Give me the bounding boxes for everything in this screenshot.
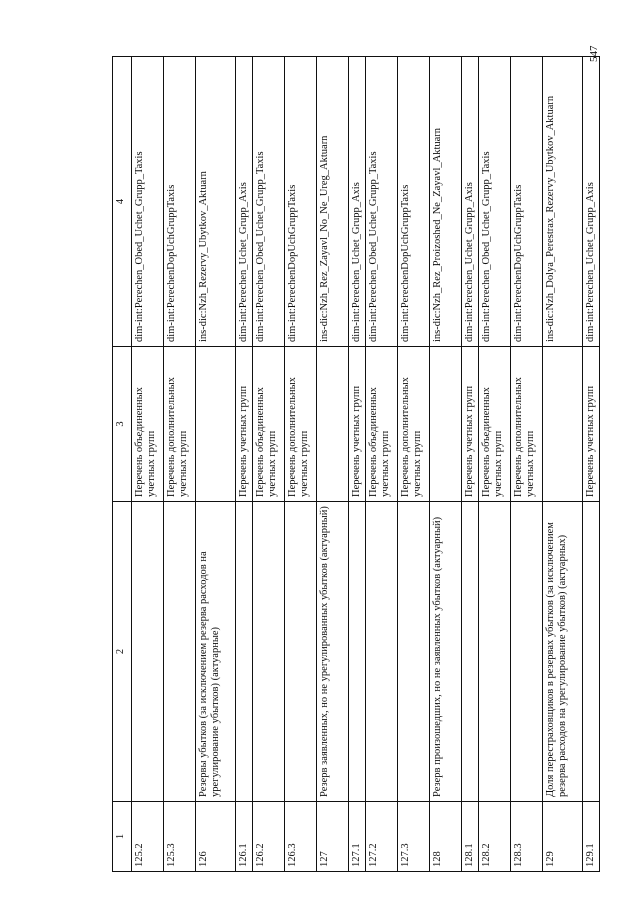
table-cell-col4: dim-int:PerechenDopUchGruppTaxis — [285, 57, 317, 347]
table-row — [398, 57, 430, 872]
table-row — [164, 57, 196, 872]
table-cell-col2 — [511, 502, 543, 802]
table-row — [236, 57, 253, 872]
table-cell-col2 — [253, 502, 285, 802]
table-cell-col1: 129 — [543, 802, 583, 872]
table-row — [285, 57, 317, 872]
table-cell-col1: 126.3 — [285, 802, 317, 872]
table-cell-col4: dim-int:PerechenDopUchGruppTaxis — [398, 57, 430, 347]
table-cell-col1: 128.2 — [479, 802, 511, 872]
data-table — [112, 56, 600, 872]
table-cell-col2 — [479, 502, 511, 802]
table-row — [479, 57, 511, 872]
table-cell-col4: ins-dic:Nzh_Dolya_Perestrax_Rezervy_Ubytkov_Aktuarn — [543, 57, 583, 347]
table-cell-col4: dim-int:Perechen_Uchet_Grupp_Axis — [349, 57, 366, 347]
table-row — [349, 57, 366, 872]
table-cell-col3: Перечень учетных групп — [236, 347, 253, 502]
table-cell-col1: 125.3 — [164, 802, 196, 872]
table-cell-col2 — [132, 502, 164, 802]
table-cell-col3: Перечень объединенных учетных групп — [366, 347, 398, 502]
table-cell-col1: 127.1 — [349, 802, 366, 872]
table-cell-col1: 128.1 — [462, 802, 479, 872]
column-header-4: 4 — [113, 57, 132, 347]
table-row — [196, 57, 236, 872]
column-header-2: 2 — [113, 502, 132, 802]
table-cell-col3: Перечень учетных групп — [349, 347, 366, 502]
table-cell-col3: Перечень объединенных учетных групп — [132, 347, 164, 502]
table-cell-col2 — [349, 502, 366, 802]
table-cell-col3 — [317, 347, 349, 502]
table-cell-col1: 127.2 — [366, 802, 398, 872]
table-cell-col2: Резерв заявленных, но не урегулированных убытков (актуарный) — [317, 502, 349, 802]
table-cell-col1: 128 — [430, 802, 462, 872]
table-cell-col2 — [398, 502, 430, 802]
table-cell-col1: 126 — [196, 802, 236, 872]
table-cell-col4: dim-int:PerechenDopUchGruppTaxis — [164, 57, 196, 347]
table-cell-col1: 127 — [317, 802, 349, 872]
table-cell-col4: dim-int:Perechen_Uchet_Grupp_Axis — [462, 57, 479, 347]
table-cell-col2 — [164, 502, 196, 802]
table-cell-col4: dim-int:Perechen_Obed_Uchet_Grupp_Taxis — [366, 57, 398, 347]
table-cell-col3: Перечень дополнительных учетных групп — [164, 347, 196, 502]
table-cell-col3 — [196, 347, 236, 502]
table-body — [132, 57, 600, 872]
table-cell-col2 — [236, 502, 253, 802]
table-cell-col1: 129.1 — [583, 802, 600, 872]
table-cell-col2 — [462, 502, 479, 802]
table-cell-col3: Перечень учетных групп — [583, 347, 600, 502]
table-cell-col4: dim-int:PerechenDopUchGruppTaxis — [511, 57, 543, 347]
table-row — [462, 57, 479, 872]
table-cell-col3 — [430, 347, 462, 502]
table-cell-col4: dim-int:Perechen_Uchet_Grupp_Axis — [583, 57, 600, 347]
table-cell-col2: Резерв произошедших, но не заявленных убытков (актуарный) — [430, 502, 462, 802]
table-cell-col2 — [285, 502, 317, 802]
table-cell-col2: Доля перестраховщиков в резервах убытков (за исключением резерва расходов на урегулирование убытков) (актуарных) — [543, 502, 583, 802]
table-cell-col3: Перечень дополнительных учетных групп — [398, 347, 430, 502]
rotated-table-container — [112, 57, 597, 872]
table-cell-col2 — [583, 502, 600, 802]
page-number: 547 — [588, 45, 600, 62]
table-cell-col1: 125.2 — [132, 802, 164, 872]
table-cell-col2: Резервы убытков (за исключением резерва расходов на урегулирование убытков) (актуарные) — [196, 502, 236, 802]
table-cell-col1: 126.2 — [253, 802, 285, 872]
table-row — [253, 57, 285, 872]
table-cell-col1: 126.1 — [236, 802, 253, 872]
table-cell-col4: dim-int:Perechen_Uchet_Grupp_Axis — [236, 57, 253, 347]
table-row — [132, 57, 164, 872]
table-row — [317, 57, 349, 872]
table-row — [430, 57, 462, 872]
table-cell-col4: ins-dic:Nzh_Rezervy_Ubytkov_Aktuarn — [196, 57, 236, 347]
table-cell-col3: Перечень дополнительных учетных групп — [285, 347, 317, 502]
table-cell-col4: dim-int:Perechen_Obed_Uchet_Grupp_Taxis — [132, 57, 164, 347]
table-cell-col4: ins-dic:Nzh_Rez_Zayavl_No_Ne_Ureg_Aktuarn — [317, 57, 349, 347]
table-cell-col3: Перечень учетных групп — [462, 347, 479, 502]
table-cell-col4: ins-dic:Nzh_Rez_Proizoshed_Ne_Zayavl_Aktuarn — [430, 57, 462, 347]
table-cell-col3: Перечень объединенных учетных групп — [479, 347, 511, 502]
table-header-row — [113, 57, 132, 872]
column-header-1: 1 — [113, 802, 132, 872]
table-cell-col4: dim-int:Perechen_Obed_Uchet_Grupp_Taxis — [253, 57, 285, 347]
table-row — [543, 57, 583, 872]
table-cell-col3: Перечень объединенных учетных групп — [253, 347, 285, 502]
table-cell-col3: Перечень дополнительных учетных групп — [511, 347, 543, 502]
table-row — [511, 57, 543, 872]
table-cell-col4: dim-int:Perechen_Obed_Uchet_Grupp_Taxis — [479, 57, 511, 347]
table-cell-col1: 128.3 — [511, 802, 543, 872]
table-cell-col1: 127.3 — [398, 802, 430, 872]
table-row — [366, 57, 398, 872]
table-cell-col2 — [366, 502, 398, 802]
column-header-3: 3 — [113, 347, 132, 502]
table-row — [583, 57, 600, 872]
table-cell-col3 — [543, 347, 583, 502]
